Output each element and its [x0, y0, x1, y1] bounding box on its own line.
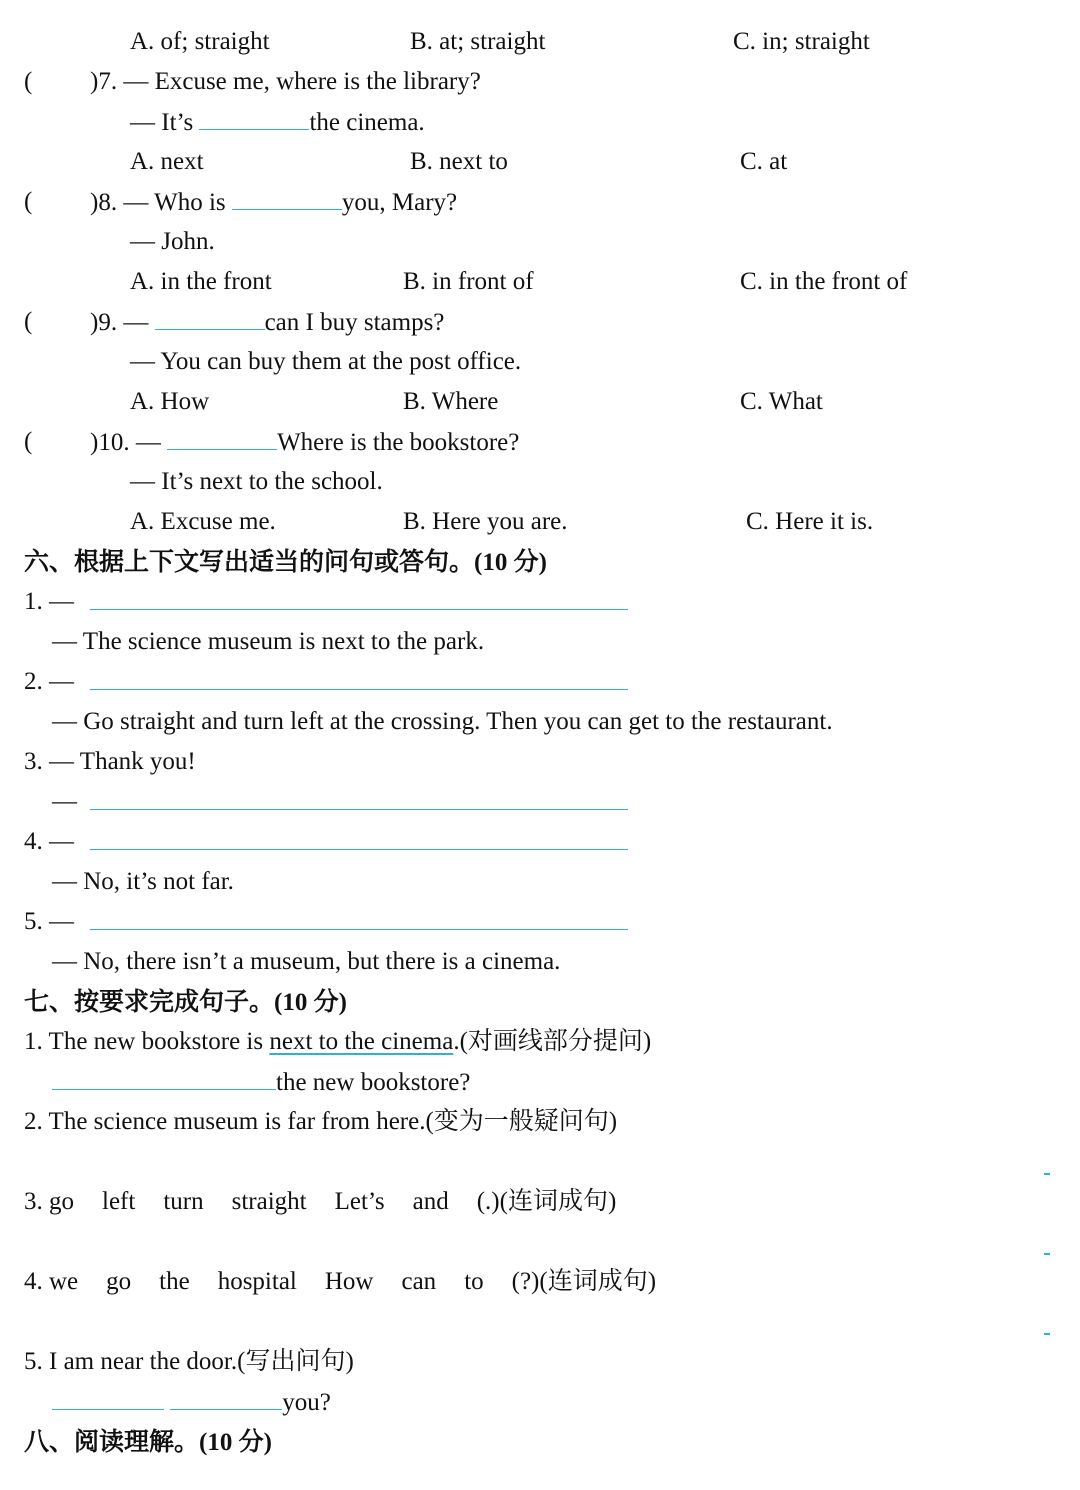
item-number: 3. — Thank you! — [24, 748, 196, 775]
option-c: C. in the front of — [740, 268, 908, 295]
question-number: )9. — can I buy stamps? — [90, 309, 445, 336]
answer-blank[interactable] — [90, 587, 628, 618]
answer-paren: ( — [24, 308, 33, 335]
sentence-item: 3. go left turn straight Let’s and (.)(连词成句) — [24, 1188, 617, 1215]
answer-blank[interactable] — [167, 427, 277, 450]
option-b: B. Where — [403, 388, 499, 415]
margin-tick — [1044, 1333, 1050, 1335]
option-c: C. Here it is. — [746, 508, 874, 535]
answer-line: — No, there isn’t a museum, but there is a cinema. — [52, 948, 561, 975]
answer-blank[interactable] — [90, 907, 628, 938]
answer-blank[interactable] — [90, 827, 628, 858]
option-a: A. How — [130, 388, 210, 415]
item-number: 1. — — [24, 588, 74, 615]
margin-tick — [1044, 1173, 1050, 1175]
question-number: )10. — Where is the bookstore? — [90, 429, 520, 456]
question-number: )7. — Excuse me, where is the library? — [90, 68, 481, 95]
option-c: C. at — [740, 148, 788, 175]
option-a: A. of; straight — [130, 28, 270, 55]
answer-blank[interactable] — [199, 107, 309, 130]
option-b: B. at; straight — [410, 28, 546, 55]
answer-line: — No, it’s not far. — [52, 868, 234, 895]
answer-line: — You can buy them at the post office. — [130, 348, 522, 375]
answer-blank[interactable] — [52, 1067, 276, 1090]
answer-line: — John. — [130, 228, 215, 255]
margin-tick — [1044, 1253, 1050, 1255]
answer-paren: ( — [24, 428, 33, 455]
item-number: 5. — — [24, 908, 74, 935]
answer-line: — Go straight and turn left at the crossing. Then you can get to the restaurant. — [52, 708, 833, 735]
answer-paren: ( — [24, 68, 33, 95]
option-a: A. next — [130, 148, 204, 175]
option-a: A. Excuse me. — [130, 508, 276, 535]
option-b: B. next to — [410, 148, 508, 175]
option-c: C. in; straight — [733, 28, 870, 55]
answer-line: — The science museum is next to the park. — [52, 628, 485, 655]
answer-line: you? — [52, 1387, 331, 1418]
answer-blank[interactable] — [170, 1387, 282, 1410]
section-heading: 六、根据上下文写出适当的问句或答句。(10 分) — [24, 547, 547, 576]
answer-blank[interactable] — [232, 187, 342, 210]
option-b: B. in front of — [403, 268, 534, 295]
answer-blank[interactable] — [155, 307, 265, 330]
option-a: A. in the front — [130, 268, 272, 295]
item-number: 4. — — [24, 828, 74, 855]
sentence-item: 4. we go the hospital How can to (?)(连词成句) — [24, 1268, 657, 1295]
section-heading: 八、阅读理解。(10 分) — [24, 1427, 272, 1456]
answer-blank[interactable] — [52, 1387, 164, 1410]
answer-blank[interactable] — [90, 667, 628, 698]
sentence-item: 1. The new bookstore is next to the cinema.(对画线部分提问) — [24, 1028, 652, 1055]
answer-blank[interactable] — [90, 787, 628, 818]
answer-line: the new bookstore? — [52, 1067, 470, 1098]
question-number: )8. — Who is you, Mary? — [90, 189, 458, 216]
option-b: B. Here you are. — [403, 508, 568, 535]
sentence-item: 5. I am near the door.(写出问句) — [24, 1348, 354, 1375]
answer-line: — It’s next to the school. — [130, 468, 383, 495]
sentence-item: 2. The science museum is far from here.(变为一般疑问句) — [24, 1108, 618, 1135]
section-heading: 七、按要求完成句子。(10 分) — [24, 987, 347, 1016]
item-number: 2. — — [24, 668, 74, 695]
option-c: C. What — [740, 388, 823, 415]
answer-line: — It’s the cinema. — [130, 109, 425, 136]
answer-paren: ( — [24, 188, 33, 215]
answer-dash: — — [52, 788, 77, 815]
